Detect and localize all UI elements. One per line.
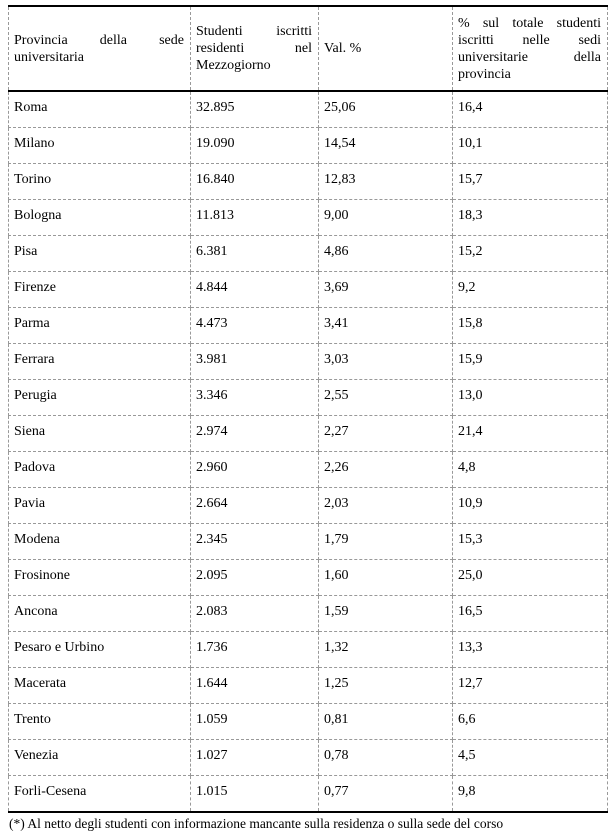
cell-pct-sedi: 9,8 [453,776,608,813]
cell-studenti: 2.083 [191,596,319,632]
cell-val-pct: 2,27 [319,416,453,452]
table-row [9,164,608,200]
cell-provincia: Bologna [9,200,191,236]
cell-studenti: 11.813 [191,200,319,236]
table-row [9,776,608,813]
cell-provincia: Pavia [9,488,191,524]
table-row [9,524,608,560]
cell-val-pct: 3,03 [319,344,453,380]
cell-pct-sedi: 21,4 [453,416,608,452]
cell-val-pct: 0,78 [319,740,453,776]
cell-pct-sedi: 16,4 [453,91,608,128]
cell-pct-sedi: 25,0 [453,560,608,596]
header-line: Studenti iscritti [196,24,312,39]
cell-val-pct: 0,81 [319,704,453,740]
column-header-studenti [191,6,319,91]
cell-pct-sedi: 15,2 [453,236,608,272]
table-row [9,488,608,524]
cell-pct-sedi: 4,5 [453,740,608,776]
cell-val-pct: 1,25 [319,668,453,704]
table-row [9,560,608,596]
cell-provincia: Ferrara [9,344,191,380]
cell-provincia: Ancona [9,596,191,632]
cell-pct-sedi: 9,2 [453,272,608,308]
table-row [9,200,608,236]
cell-pct-sedi: 10,9 [453,488,608,524]
cell-pct-sedi: 13,3 [453,632,608,668]
cell-pct-sedi: 4,8 [453,452,608,488]
cell-studenti: 2.664 [191,488,319,524]
table-row [9,344,608,380]
cell-provincia: Roma [9,91,191,128]
cell-provincia: Torino [9,164,191,200]
cell-val-pct: 1,79 [319,524,453,560]
cell-provincia: Venezia [9,740,191,776]
cell-val-pct: 4,86 [319,236,453,272]
cell-provincia: Firenze [9,272,191,308]
header-line: universitarie della [458,49,601,65]
table-row [9,308,608,344]
header-line: universitaria [14,49,84,65]
table-header [9,6,608,91]
cell-val-pct: 1,60 [319,560,453,596]
table-row [9,416,608,452]
cell-pct-sedi: 16,5 [453,596,608,632]
cell-val-pct: 1,59 [319,596,453,632]
cell-val-pct: 2,03 [319,488,453,524]
header-row [9,6,608,91]
cell-val-pct: 3,69 [319,272,453,308]
cell-provincia: Pesaro e Urbino [9,632,191,668]
table-row [9,128,608,164]
cell-val-pct: 12,83 [319,164,453,200]
cell-studenti: 32.895 [191,91,319,128]
document-page [8,5,607,831]
cell-pct-sedi: 15,3 [453,524,608,560]
students-mezzogiorno-table [8,5,608,813]
cell-pct-sedi: 12,7 [453,668,608,704]
cell-val-pct: 1,32 [319,632,453,668]
cell-pct-sedi: 15,9 [453,344,608,380]
table-row [9,91,608,128]
cell-pct-sedi: 6,6 [453,704,608,740]
column-header-provincia [9,6,191,91]
table-row [9,704,608,740]
column-header-pct-sedi [453,6,608,91]
table-row [9,740,608,776]
cell-provincia: Forli-Cesena [9,776,191,813]
cell-studenti: 1.736 [191,632,319,668]
cell-studenti: 2.095 [191,560,319,596]
cell-studenti: 3.981 [191,344,319,380]
header-line: % sul totale studenti [458,15,601,31]
cell-studenti: 2.345 [191,524,319,560]
cell-val-pct: 14,54 [319,128,453,164]
table-row [9,596,608,632]
cell-provincia: Parma [9,308,191,344]
cell-val-pct: 3,41 [319,308,453,344]
header-line: provincia [458,66,511,82]
cell-studenti: 3.346 [191,380,319,416]
cell-studenti: 4.473 [191,308,319,344]
cell-studenti: 1.027 [191,740,319,776]
cell-studenti: 4.844 [191,272,319,308]
cell-studenti: 19.090 [191,128,319,164]
cell-val-pct: 25,06 [319,91,453,128]
cell-val-pct: 9,00 [319,200,453,236]
cell-provincia: Padova [9,452,191,488]
cell-val-pct: 0,77 [319,776,453,813]
cell-pct-sedi: 18,3 [453,200,608,236]
cell-provincia: Perugia [9,380,191,416]
cell-pct-sedi: 13,0 [453,380,608,416]
table-row [9,272,608,308]
cell-studenti: 1.644 [191,668,319,704]
header-line: Provincia della sede [14,32,184,48]
cell-studenti: 2.960 [191,452,319,488]
table-row [9,632,608,668]
cell-pct-sedi: 15,8 [453,308,608,344]
cell-provincia: Siena [9,416,191,452]
cell-studenti: 2.974 [191,416,319,452]
header-line: Mezzogiorno [196,58,271,73]
cell-provincia: Modena [9,524,191,560]
table-row [9,236,608,272]
cell-val-pct: 2,55 [319,380,453,416]
cell-provincia: Milano [9,128,191,164]
table-row [9,668,608,704]
column-header-val-pct [319,6,453,91]
table-body [9,91,608,812]
cell-pct-sedi: 15,7 [453,164,608,200]
header-line: iscritti nelle sedi [458,32,601,48]
cell-studenti: 16.840 [191,164,319,200]
cell-studenti: 1.015 [191,776,319,813]
cell-studenti: 6.381 [191,236,319,272]
cell-pct-sedi: 10,1 [453,128,608,164]
cell-provincia: Frosinone [9,560,191,596]
table-row [9,380,608,416]
cell-studenti: 1.059 [191,704,319,740]
cell-provincia: Macerata [9,668,191,704]
cell-provincia: Pisa [9,236,191,272]
header-line: residenti nel [196,41,312,56]
header-line: Val. % [324,41,362,56]
cell-val-pct: 2,26 [319,452,453,488]
footnote: (*) Al netto degli studenti con informazione mancante sulla residenza o sulla sede del corso [9,816,504,831]
table-row [9,452,608,488]
cell-provincia: Trento [9,704,191,740]
